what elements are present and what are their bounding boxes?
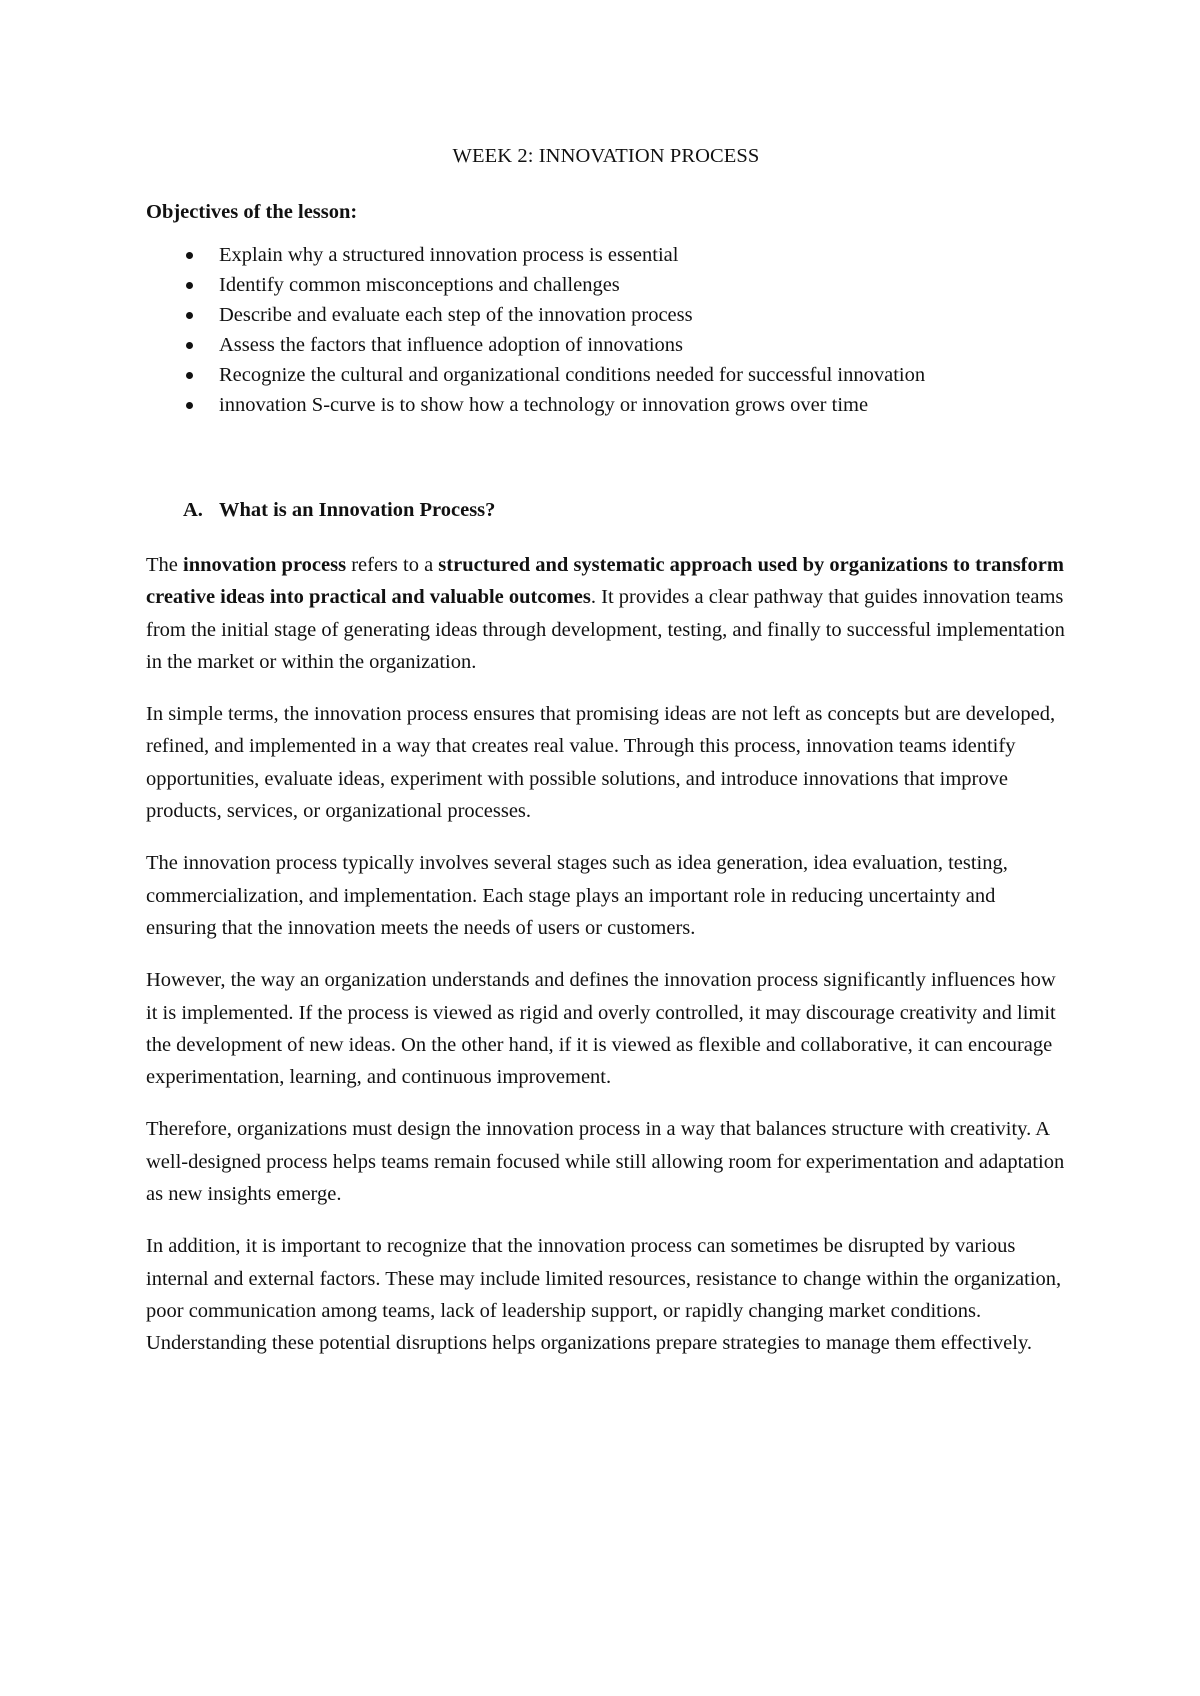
list-item — [146, 270, 1066, 300]
objectives-heading: Objectives of the lesson: — [146, 201, 358, 223]
intro-bold-1: innovation process — [183, 554, 347, 576]
list-item — [146, 360, 1066, 390]
intro-text-2: refers to a — [346, 554, 439, 576]
intro-text-1: The — [146, 554, 183, 576]
list-item — [146, 390, 1066, 420]
objective-text: Identify common misconceptions and challenges — [219, 274, 620, 296]
document-body — [146, 142, 1066, 1380]
bullet-icon — [186, 402, 193, 409]
objective-text: Assess the factors that influence adoption of innovations — [219, 334, 683, 356]
objective-text: innovation S-curve is to show how a technology or innovation grows over time — [219, 394, 869, 416]
bullet-icon — [186, 282, 193, 289]
body-paragraph: The innovation process typically involves several stages such as idea generation, idea evaluation, testing, commercialization, and implementation. Each stage plays an important role in reducing uncertainty and ensuring that the innovation meets the needs of users or customers. — [146, 852, 1008, 939]
body-paragraph: However, the way an organization understands and defines the innovation process significantly influences how it is implemented. If the process is viewed as rigid and overly controlled, it may discourage creativity and limit the development of new ideas. On the other hand, if it is viewed as flexible and collaborative, it can encourage experimentation, learning, and continuous improvement. — [146, 969, 1056, 1089]
list-item — [146, 300, 1066, 330]
objective-text: Explain why a structured innovation process is essential — [219, 244, 679, 266]
body-paragraph: Therefore, organizations must design the innovation process in a way that balances structure with creativity. A well-designed process helps teams remain focused while still allowing room for experimentation and adaptation as new insights emerge. — [146, 1118, 1065, 1206]
bullet-icon — [186, 342, 193, 349]
section-letter: A. — [183, 499, 203, 521]
intro-paragraph — [146, 549, 1066, 678]
objective-text: Recognize the cultural and organizational conditions needed for successful innovation — [219, 364, 926, 386]
body-paragraph: In addition, it is important to recognize that the innovation process can sometimes be disrupted by various internal and external factors. These may include limited resources, resistance to change within the organization, poor communication among teams, lack of leadership support, or rapidly changing market conditions. Understanding these potential disruptions helps organizations prepare strategies to manage them effectively. — [146, 1235, 1062, 1355]
intro-bold-2: structured and systematic approach used by organizations to transform creative ideas into practical and valuable outcomes — [146, 554, 1064, 609]
objective-text: Describe and evaluate each step of the innovation process — [219, 304, 693, 326]
objectives-list — [146, 240, 1066, 420]
bullet-icon — [186, 372, 193, 379]
bullet-icon — [186, 312, 193, 319]
intro-text-3: . It provides a clear pathway that guides innovation teams from the initial stage of generating ideas through development, testing, and finally to successful implementation in the market or within the organization. — [146, 586, 1065, 673]
section-heading — [146, 496, 1066, 524]
list-item — [146, 240, 1066, 270]
body-paragraph: In simple terms, the innovation process ensures that promising ideas are not left as concepts but are developed, refined, and implemented in a way that creates real value. Through this process, innovation teams identify opportunities, evaluate ideas, experiment with possible solutions, and introduce innovations that improve products, services, or organizational processes. — [146, 703, 1056, 823]
page-title: WEEK 2: INNOVATION PROCESS — [452, 145, 760, 167]
bullet-icon — [186, 252, 193, 259]
section-heading-text: What is an Innovation Process? — [219, 499, 496, 521]
list-item — [146, 330, 1066, 360]
